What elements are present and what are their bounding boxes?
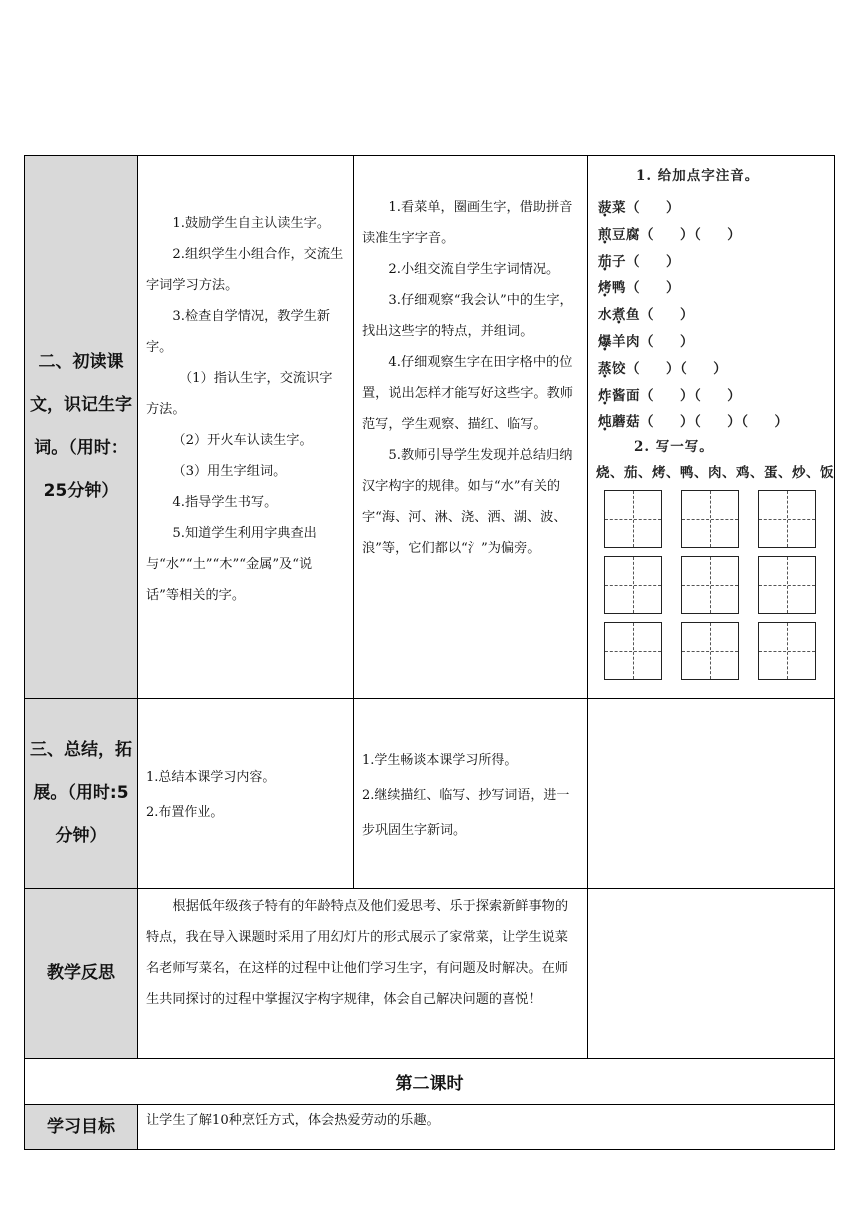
word-character: 菜 xyxy=(612,200,626,216)
dotted-character: 煎 xyxy=(598,226,612,243)
pinyin-exercise-item xyxy=(598,196,680,216)
dotted-character: 烤 xyxy=(598,280,612,297)
pinyin-exercise-item xyxy=(598,303,694,323)
teacher-item: 4.指导学生书写。 xyxy=(172,495,278,510)
answer-blanks: （ ） xyxy=(626,280,680,297)
pinyin-exercise-item xyxy=(598,357,727,377)
row-heading-text: 三、总结，拓展。（用时:5分钟） xyxy=(30,740,132,846)
teacher-item: （1）指认生字，交流识字方法。 xyxy=(146,371,333,417)
word-character: 鸭 xyxy=(612,280,626,297)
pinyin-exercise-item xyxy=(598,223,741,243)
writing-grid-box xyxy=(681,622,739,680)
dotted-character: 茄 xyxy=(598,253,612,270)
dotted-character: 菠 xyxy=(598,200,612,216)
writing-grid-box xyxy=(604,622,662,680)
exercise-q2-title: 2. 写一写。 xyxy=(634,439,714,455)
word-character: 鱼 xyxy=(626,307,640,324)
student-activities-summary xyxy=(354,743,587,848)
teacher-item: （2）开火车认读生字。 xyxy=(172,433,313,448)
writing-grid-box xyxy=(758,622,816,680)
word-character: 水 xyxy=(598,307,612,324)
dotted-character: 炸 xyxy=(598,387,612,404)
answer-blanks: （ ） xyxy=(640,334,694,350)
row-heading-text: 教学反思 xyxy=(47,963,115,983)
reflection-text xyxy=(138,891,587,1015)
word-character: 面 xyxy=(626,387,640,404)
student-item: 2.小组交流自学生字词情况。 xyxy=(388,262,560,277)
dotted-character: 煮 xyxy=(612,307,626,324)
word-character: 菇 xyxy=(626,414,640,431)
word-character: 酱 xyxy=(612,387,626,404)
word-character: 肉 xyxy=(626,334,640,350)
writing-grid-box xyxy=(604,490,662,548)
word-character: 蘑 xyxy=(612,414,626,431)
answer-blanks: （ ）（ ） xyxy=(640,387,742,404)
pinyin-exercise-item xyxy=(598,410,789,430)
dotted-character: 蒸 xyxy=(598,360,612,377)
student-item: 4.仔细观察生字在田字格中的位置，说出怎样才能写好这些字。教师范写，学生观察、描红、临写。 xyxy=(362,355,573,432)
dotted-character: 炖 xyxy=(598,414,612,431)
pinyin-exercise-item xyxy=(598,384,741,404)
student-item: 3.仔细观察“我会认”中的生字，找出这些字的特点，并组词。 xyxy=(362,293,573,339)
goal-paragraph: 让学生了解10种烹饪方式，体会热爱劳动的乐趣。 xyxy=(146,1113,440,1128)
row-heading-text: 二、初读课文，识记生字词。（用时：25分钟） xyxy=(30,352,132,501)
answer-blanks: （ ）（ ） xyxy=(640,226,742,243)
section-title xyxy=(25,1059,834,1104)
lesson-plan-table xyxy=(24,155,835,1150)
writing-grid-box xyxy=(681,556,739,614)
word-character: 子 xyxy=(612,253,626,270)
writing-grid-box xyxy=(758,490,816,548)
section-title-text: 第二课时 xyxy=(395,1074,464,1094)
teacher-item: 5.知道学生利用字典查出与“水”“土”“木”“金属”及“说话”等相关的字。 xyxy=(146,526,317,603)
row-heading-summary xyxy=(25,699,137,888)
student-item: 5.教师引导学生发现并总结归纳汉字构字的规律。如与“水”有关的字“海、河、淋、浇、洒、湖、波、浪”等，它们都以“氵”为偏旁。 xyxy=(362,448,573,556)
answer-blanks: （ ）（ ） xyxy=(626,360,728,377)
teacher-item: 2.布置作业。 xyxy=(146,805,224,820)
teacher-item: 1.总结本课学习内容。 xyxy=(146,770,276,785)
exercise-panel xyxy=(588,156,834,698)
word-character: 腐 xyxy=(626,226,640,243)
teacher-activities-reading xyxy=(138,208,353,698)
word-character: 羊 xyxy=(612,334,626,350)
answer-blanks: （ ） xyxy=(626,253,680,270)
teacher-item: 2.组织学生小组合作，交流生字词学习方法。 xyxy=(146,247,344,293)
answer-blanks: （ ） xyxy=(626,200,680,216)
answer-blanks: （ ） xyxy=(640,307,694,324)
teacher-item: 1.鼓励学生自主认读生字。 xyxy=(172,216,331,231)
writing-grid-box xyxy=(604,556,662,614)
student-item: 1.看菜单，圈画生字，借助拼音读准生字字音。 xyxy=(362,200,573,246)
answer-blanks: （ ）（ ）（ ） xyxy=(640,414,789,431)
student-activities-reading xyxy=(354,192,587,692)
row-heading-reading xyxy=(25,156,137,698)
pinyin-exercise-item xyxy=(598,250,680,270)
pinyin-exercise-item xyxy=(598,276,680,296)
goal-heading-text: 学习目标 xyxy=(47,1116,115,1137)
goal-heading xyxy=(25,1105,137,1149)
teacher-item: （3）用生字组词。 xyxy=(172,464,287,479)
word-character: 豆 xyxy=(612,226,626,243)
exercise-q1-title: 1. 给加点字注音。 xyxy=(636,168,760,184)
pinyin-exercise-item xyxy=(598,330,694,350)
teacher-activities-summary xyxy=(138,760,353,830)
student-item: 2.继续描红、临写、抄写词语，进一步巩固生字新词。 xyxy=(362,788,570,838)
teacher-item: 3.检查自学情况，教学生新字。 xyxy=(146,309,331,355)
student-item: 1.学生畅谈本课学习所得。 xyxy=(362,753,518,768)
dotted-character: 爆 xyxy=(598,334,612,350)
writing-grid-box xyxy=(681,490,739,548)
word-character: 饺 xyxy=(612,360,626,377)
goal-text xyxy=(138,1105,834,1137)
exercise-characters: 烧、茄、烤、鸭、肉、鸡、蛋、炒、饭 xyxy=(596,465,834,481)
row-heading-reflection xyxy=(25,889,137,1058)
writing-grid-box xyxy=(758,556,816,614)
reflection-paragraph: 根据低年级孩子特有的年龄特点及他们爱思考、乐于探索新鲜事物的特点，我在导入课题时采用了用幻灯片的形式展示了家常菜，让学生说菜名老师写菜名，在这样的过程中让他们学习生字，有问题及时解决。在师生共同探讨的过程中掌握汉字构字规律，体会自己解决问题的喜悦！ xyxy=(146,899,569,1007)
